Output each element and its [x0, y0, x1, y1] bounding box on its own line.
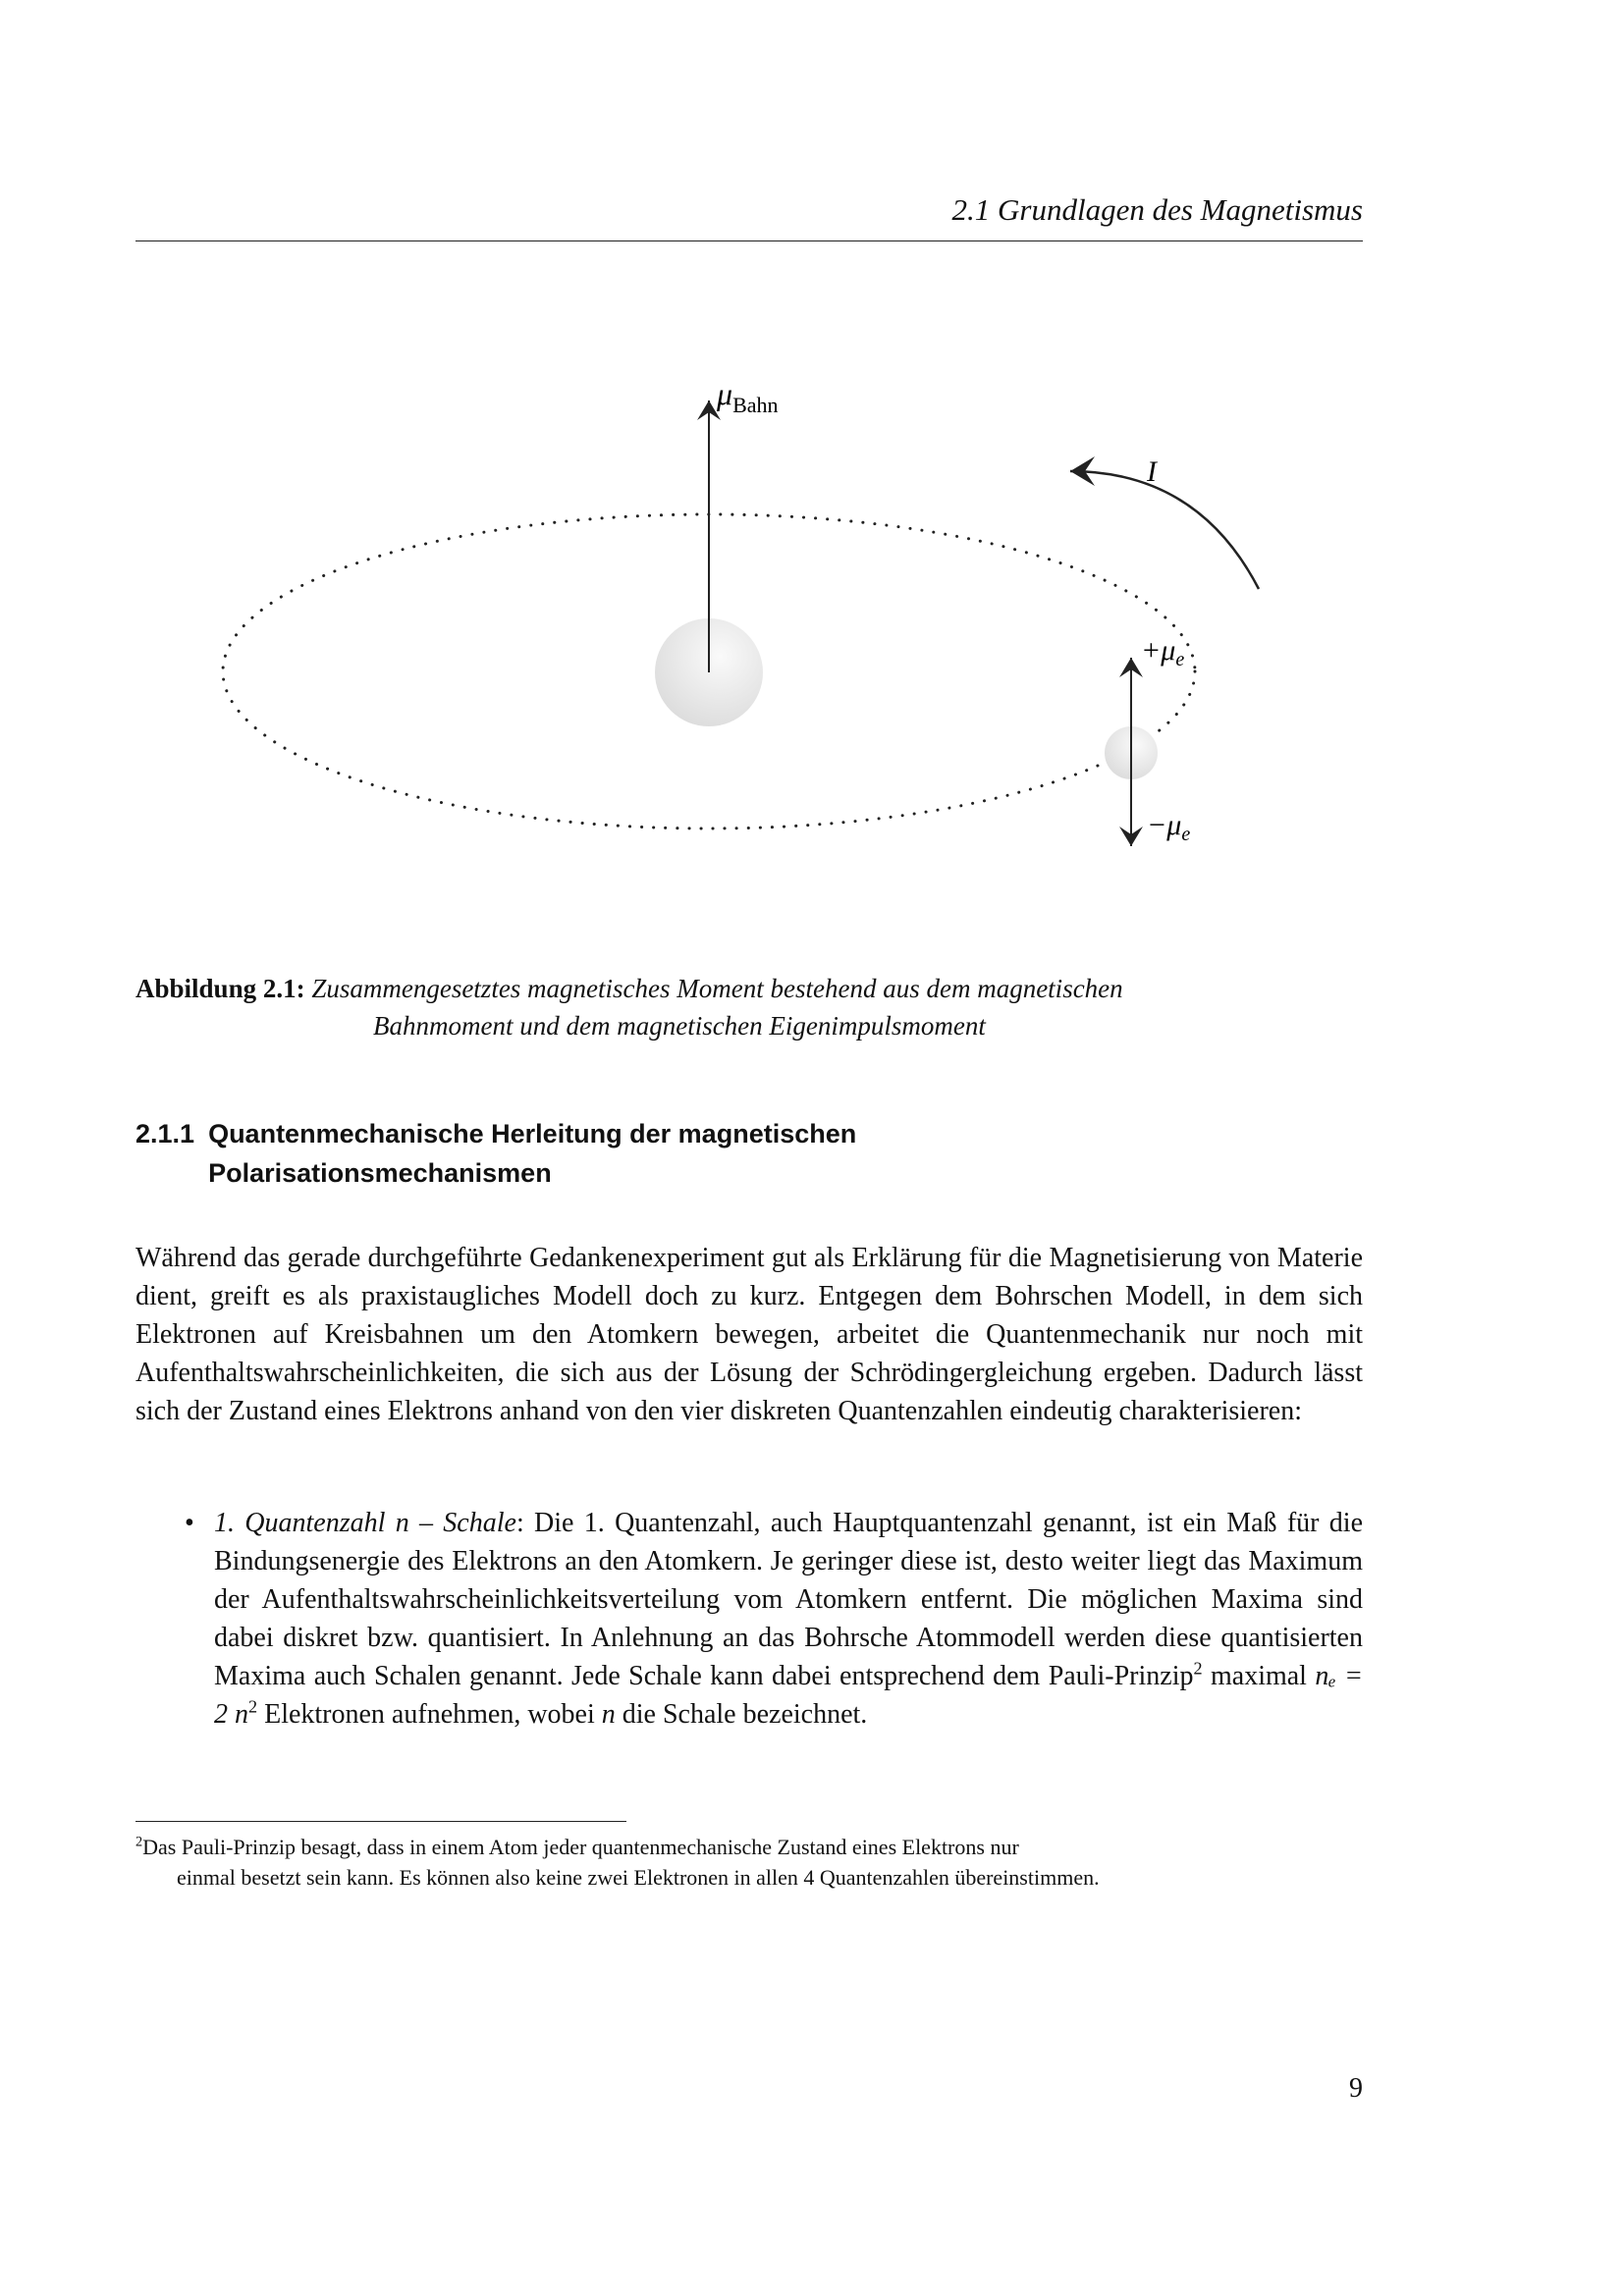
list-item — [185, 1504, 1363, 1734]
minus-mu-e-label: −μ — [1147, 809, 1182, 841]
footnote-rest: einmal besetzt sein kann. Es können also keine zwei Elektronen in allen 4 Quantenzahlen übereinstimmen. — [177, 1865, 1100, 1890]
e-subscript: e — [1181, 824, 1191, 845]
footnote — [135, 1832, 1363, 1893]
formula-exponent: 2 — [248, 1696, 258, 1717]
list-text: : Die 1. Quantenzahl, auch Hauptquantenzahl genannt, ist ein Maß für die Bindungsenergie des Elektrons an den Atomkern. Je geringer diese ist, desto weiter liegt das Maximum der Aufenthaltswahrscheinlichkeitsverteilung vom Atomkern entfernt. Die möglichen Maxima sind dabei diskret bzw. quantisiert. In Anlehnung an das Bohrsche Atommodell werden diese quantisierten Maxima auch Schalen genannt. Jede Schale kann dabei entsprechend dem Pauli-Prinzip — [214, 1508, 1363, 1691]
footnote-number: 2 — [135, 1834, 143, 1850]
variable-n: n — [601, 1699, 616, 1730]
plus-mu-e-label: +μ — [1141, 634, 1176, 667]
footnote-rule — [135, 1821, 626, 1822]
list-text: die Schale bezeichnet. — [615, 1699, 868, 1730]
figure-caption — [135, 970, 1363, 1044]
section-title-line-1: Quantenmechanische Herleitung der magnetischen — [208, 1119, 857, 1148]
list-text: Elektronen aufnehmen, wobei — [257, 1699, 602, 1730]
list-term: 1. Quantenzahl n – Schale — [214, 1508, 516, 1538]
e-subscript: e — [1175, 649, 1185, 670]
svg-text:μBahn — [716, 376, 779, 417]
list-text: maximal — [1202, 1661, 1316, 1691]
caption-line-1: Zusammengesetztes magnetisches Moment bestehend aus dem magnetischen — [311, 974, 1123, 1003]
footnote-mark: 2 — [1193, 1658, 1203, 1679]
svg-text:+μe — [1141, 634, 1184, 670]
caption-line-2: Bahnmoment und dem magnetischen Eigenimpulsmoment — [373, 1011, 986, 1041]
mu-bahn-label: μ — [717, 376, 733, 411]
running-header: 2.1 Grundlagen des Magnetismus — [951, 192, 1363, 227]
mu-bahn-subscript: Bahn — [732, 393, 779, 417]
section-number: 2.1.1 — [135, 1119, 195, 1148]
formula: nₑ = 2 n — [214, 1661, 1363, 1730]
body-paragraph: Während das gerade durchgeführte Gedankenexperiment gut als Erklärung für die Magnetisierung von Materie dient, greift es als praxistaugliches Modell doch zu kurz. Entgegen dem Bohrschen Modell, in dem sich Elektronen auf Kreisbahnen um den Atomkern bewegen, arbeitet die Quantenmechanik nur noch mit Aufenthaltswahrscheinlichkeiten, die sich aus der Lösung der Schrödingergleichung ergeben. Dadurch lässt sich der Zustand eines Elektrons anhand von den vier diskreten Quantenzahlen eindeutig charakterisieren: — [135, 1243, 1363, 1426]
bullet-icon: • — [185, 1508, 194, 1538]
page-number: 9 — [1349, 2073, 1363, 2104]
footnote-line-1: Das Pauli-Prinzip besagt, dass in einem Atom jeder quantenmechanische Zustand eines Elektrons nur — [142, 1835, 1019, 1859]
current-arrow — [1070, 471, 1259, 589]
atom-figure — [0, 353, 1624, 903]
current-label: I — [1147, 455, 1157, 488]
header-rule — [135, 240, 1363, 241]
caption-label: Abbildung 2.1: — [135, 974, 305, 1003]
section-heading — [135, 1114, 856, 1193]
section-title-line-2: Polarisationsmechanismen — [208, 1158, 552, 1188]
svg-text:−μe — [1147, 809, 1190, 845]
